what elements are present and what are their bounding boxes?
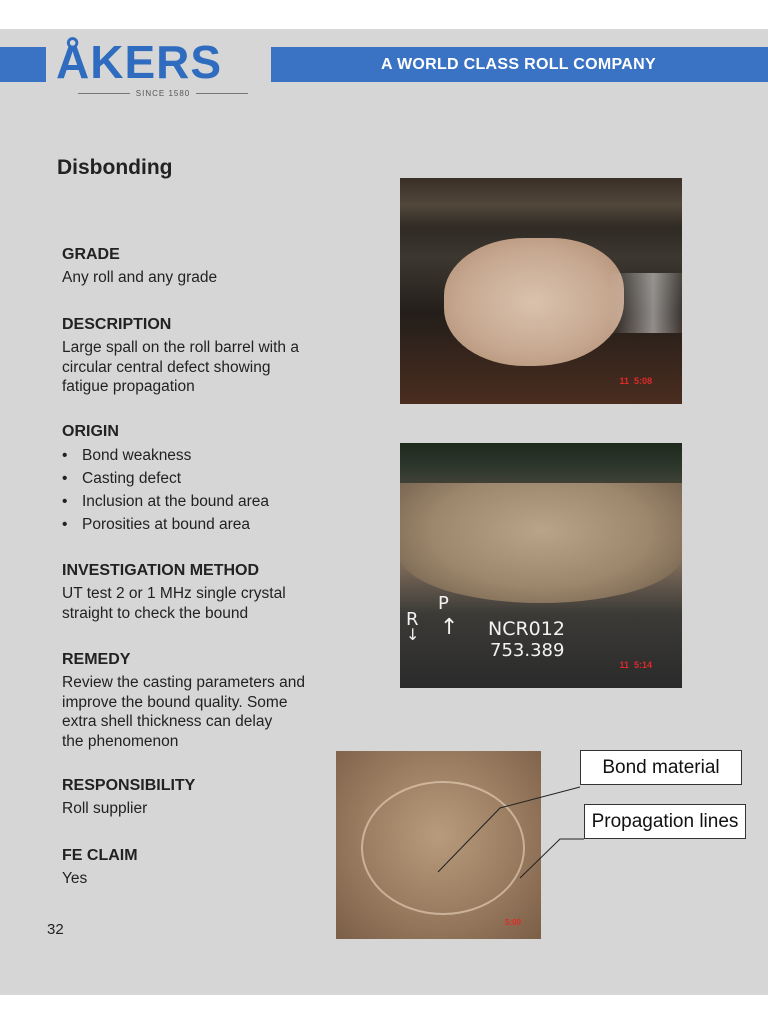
defect-area xyxy=(400,483,682,603)
section-heading: RESPONSIBILITY xyxy=(62,777,196,794)
section-grade xyxy=(62,245,342,288)
mark-code: NCR012 xyxy=(488,618,565,640)
photo-timestamp: 5:09 xyxy=(504,918,521,927)
list-item: • Porosities at bound area xyxy=(62,516,251,533)
list-item: • Bond weakness xyxy=(62,447,192,464)
list-item: • Casting defect xyxy=(62,470,182,487)
photo-roll-spall xyxy=(400,178,682,404)
section-heading: REMEDY xyxy=(62,651,131,668)
logo-since-text: SINCE 1580 xyxy=(135,89,191,98)
section-heading: ORIGIN xyxy=(62,423,119,440)
section-text: Any roll and any grade xyxy=(62,269,218,286)
page-number: 32 xyxy=(47,921,64,938)
arrow-up-icon: ↑ xyxy=(440,615,459,640)
mark-p: P xyxy=(438,593,449,614)
photo-timestamp: 11 5:08 xyxy=(619,376,652,386)
section-heading: FE CLAIM xyxy=(62,847,138,864)
section-fe-claim xyxy=(62,846,342,889)
photo-fracture-closeup xyxy=(336,751,541,939)
section-heading: GRADE xyxy=(62,246,120,263)
section-origin xyxy=(62,422,342,536)
photo-roll-defect xyxy=(400,443,682,688)
photo-timestamp: 11 5:14 xyxy=(619,660,652,670)
origin-list xyxy=(62,444,342,536)
akers-logo xyxy=(56,34,262,96)
section-heading: DESCRIPTION xyxy=(62,316,172,333)
section-responsibility xyxy=(62,776,342,819)
roll-highlight xyxy=(610,273,682,333)
section-text: Large spall on the roll barrel with a circular central defect showing fatigue propagation xyxy=(62,339,299,395)
section-text: Yes xyxy=(62,870,88,887)
list-item: • Inclusion at the bound area xyxy=(62,493,269,510)
section-text: Review the casting parameters and improve the bound quality. Some extra shell thickness can delay the phenomenon xyxy=(62,674,305,750)
section-heading: INVESTIGATION METHOD xyxy=(62,562,260,579)
logo-wordmark: ÅKERS xyxy=(56,36,223,88)
spall-area xyxy=(444,238,624,366)
logo-since xyxy=(78,89,248,98)
header-band xyxy=(271,47,768,82)
tagline: A WORLD CLASS ROLL COMPANY xyxy=(380,55,656,73)
section-remedy xyxy=(62,650,342,751)
section-text: UT test 2 or 1 MHz single crystal straight to check the bound xyxy=(62,585,286,622)
arrow-down-icon: ↓ xyxy=(406,625,420,644)
mark-number: 753.389 xyxy=(490,640,565,661)
header-band-left xyxy=(0,47,46,82)
section-text: Roll supplier xyxy=(62,800,148,817)
page-title: Disbonding xyxy=(57,156,173,179)
mark-r: R xyxy=(406,609,419,630)
callout-bond-material: Bond material xyxy=(580,750,742,785)
section-investigation xyxy=(62,561,342,623)
callout-propagation-lines: Propagation lines xyxy=(584,804,746,839)
propagation-ring xyxy=(361,781,525,915)
section-description xyxy=(62,315,342,397)
